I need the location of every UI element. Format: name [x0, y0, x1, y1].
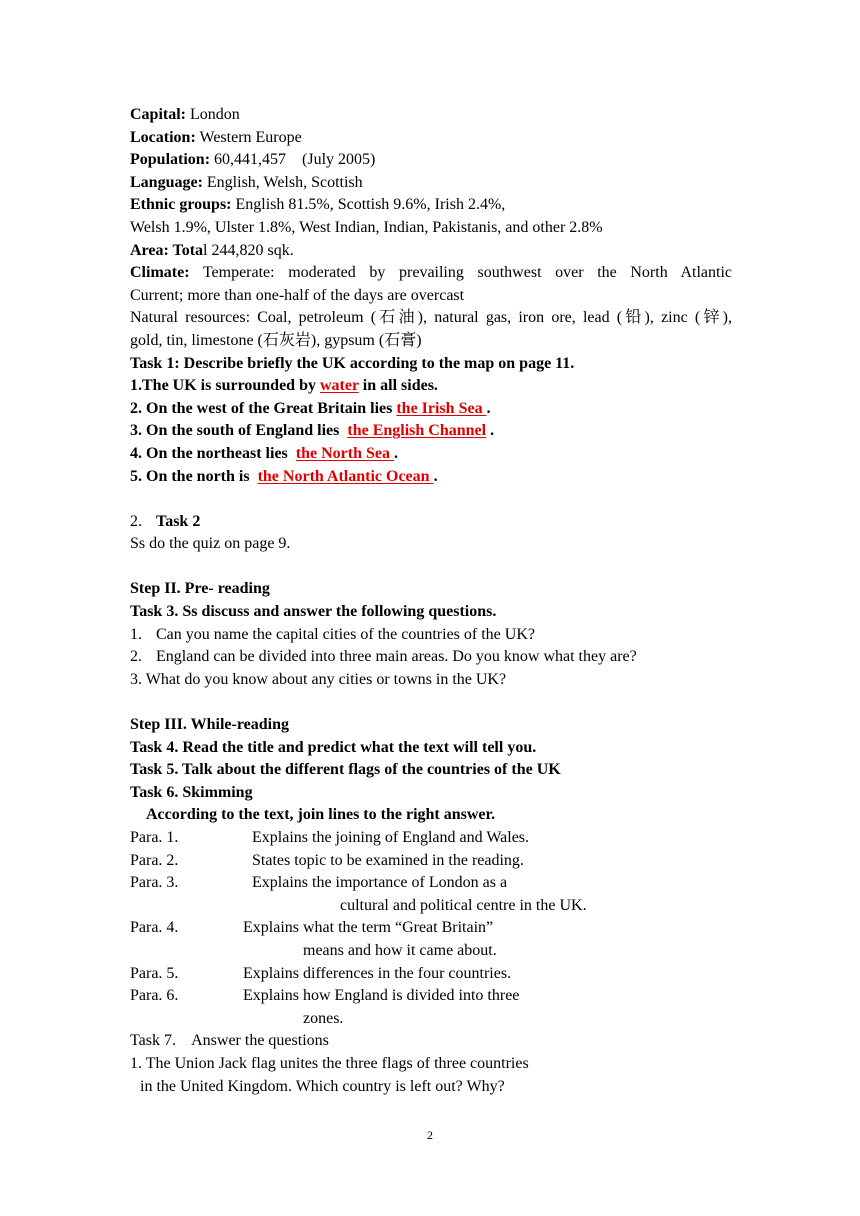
task4-heading: Task 4. Read the title and predict what the text will tell you.: [130, 738, 537, 756]
spacer: [130, 556, 732, 579]
page-number: 2: [427, 1128, 433, 1142]
para-match-continued: cultural and political centre in the UK.: [340, 896, 587, 914]
task1-item: 3. On the south of England lies the English Channel .: [130, 422, 495, 440]
para-match-row: Para. 4. Explains what the term “Great Britain”: [130, 919, 494, 937]
task1-item: 2. On the west of the Great Britain lies the Irish Sea .: [130, 399, 491, 417]
population-line: Population: 60,441,457 (July 2005): [130, 151, 376, 169]
question-item: 2. England can be divided into three main areas. Do you know what they are?: [130, 648, 637, 666]
climate-continued: Current; more than one-half of the days are overcast: [130, 286, 465, 304]
para-match-row: Para. 6. Explains how England is divided into three: [130, 987, 520, 1005]
para-match-continued: zones.: [303, 1009, 344, 1027]
para-match-row: Para. 2. States topic to be examined in the reading.: [130, 851, 524, 869]
ethnic-groups-line: Ethnic groups: English 81.5%, Scottish 9.6%, Irish 2.4%,: [130, 196, 506, 214]
task7-question-continued: in the United Kingdom. Which country is left out? Why?: [140, 1077, 505, 1095]
area-line: Area: Total 244,820 sqk.: [130, 241, 294, 259]
question-item: 1. Can you name the capital cities of the countries of the UK?: [130, 625, 535, 643]
para-match-row: Para. 1. Explains the joining of England and Wales.: [130, 829, 530, 846]
document-page: [130, 104, 732, 1098]
task2-heading: 2. Task 2: [130, 512, 201, 530]
answer-text: water: [319, 377, 359, 395]
task1-item: 1.The UK is surrounded by water in all sides.: [130, 377, 438, 395]
ethnic-groups-continued: Welsh 1.9%, Ulster 1.8%, West Indian, Indian, Pakistanis, and other 2.8%: [130, 218, 603, 236]
answer-text: the Irish Sea: [396, 399, 487, 417]
step3-heading: Step III. While-reading: [130, 716, 289, 734]
step2-heading: Step II. Pre- reading: [130, 580, 270, 598]
task7-question: 1. The Union Jack flag unites the three flags of three countries: [130, 1054, 529, 1072]
para-match-row: Para. 5. Explains differences in the four countries.: [130, 964, 512, 982]
location-line: Location: Western Europe: [130, 128, 302, 146]
task3-heading: Task 3. Ss discuss and answer the following questions.: [130, 603, 497, 621]
answer-text: the North Atlantic Ocean: [257, 467, 434, 485]
answer-text: the North Sea: [295, 444, 394, 462]
para-match-row: Para. 3. Explains the importance of London as a: [130, 874, 508, 892]
natural-resources-line: Natural resources: Coal, petroleum (石油), natural gas, iron ore, lead (铅), zinc (锌),: [130, 309, 732, 327]
task7-heading: Task 7. Answer the questions: [130, 1032, 329, 1050]
natural-resources-continued: gold, tin, limestone (石灰岩), gypsum (石膏): [130, 331, 422, 349]
spacer: [130, 691, 732, 714]
task6-heading: Task 6. Skimming: [130, 783, 253, 801]
spacer: [130, 488, 732, 511]
task2-text: Ss do the quiz on page 9.: [130, 535, 291, 553]
task5-heading: Task 5. Talk about the different flags of the countries of the UK: [130, 761, 561, 779]
capital-line: Capital: London: [130, 106, 240, 123]
language-line: Language: English, Welsh, Scottish: [130, 173, 363, 191]
answer-text: the English Channel: [347, 422, 487, 440]
task1-item: 4. On the northeast lies the North Sea .: [130, 444, 398, 462]
task1-heading: Task 1: Describe briefly the UK according to the map on page 11.: [130, 354, 575, 372]
question-item: 3. What do you know about any cities or towns in the UK?: [130, 670, 507, 688]
task6-instruction: According to the text, join lines to the right answer.: [146, 806, 496, 824]
para-match-continued: means and how it came about.: [303, 941, 497, 959]
climate-line: Climate: Temperate: moderated by prevailing southwest over the North Atlantic: [130, 264, 732, 282]
task1-item: 5. On the north is the North Atlantic Ocean .: [130, 467, 438, 485]
